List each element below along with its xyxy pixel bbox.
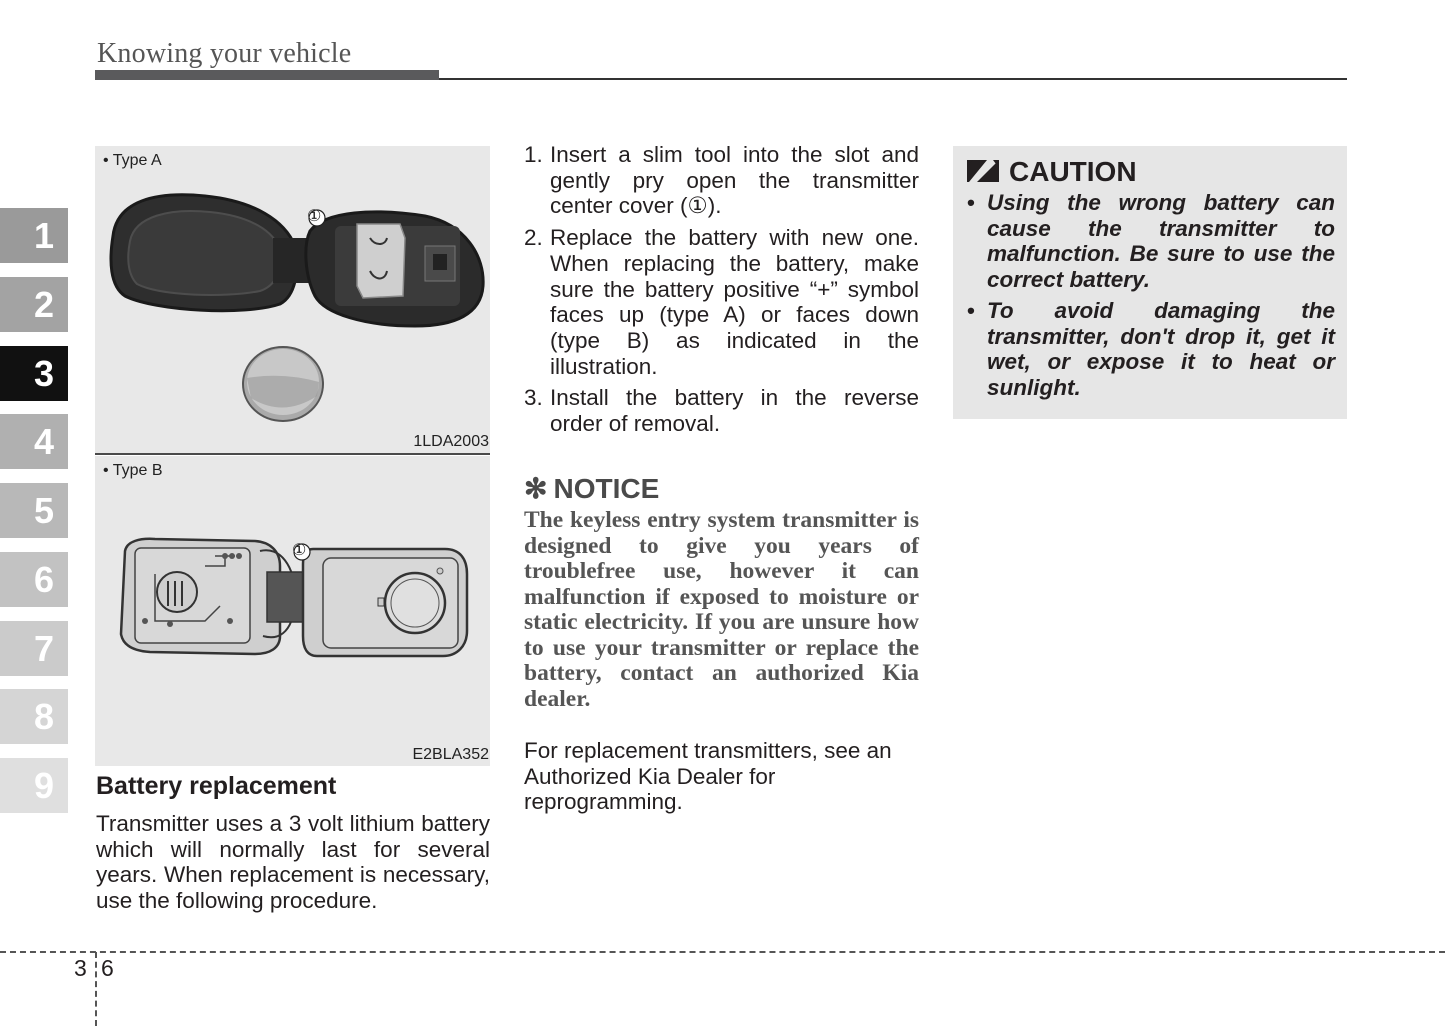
chapter-tab-4[interactable] <box>0 414 68 469</box>
transmitter-type-b-illustration <box>95 456 490 766</box>
footer-dashed-divider <box>95 952 97 1026</box>
chapter-tab-label: 3 <box>33 352 54 394</box>
header-rule <box>439 78 1347 80</box>
chapter-tab-label: 9 <box>33 764 54 806</box>
callout-marker: ① <box>292 542 307 559</box>
chapter-tab-9[interactable] <box>0 758 68 813</box>
figure-type-a <box>95 146 490 455</box>
chapter-tab-label: 8 <box>33 695 54 737</box>
page-header-title: Knowing your vehicle <box>97 38 352 69</box>
step-number: 1. <box>524 142 543 167</box>
chapter-tab-label: 6 <box>33 558 54 600</box>
chapter-tab-2[interactable] <box>0 277 68 332</box>
chapter-tab-label: 1 <box>33 214 54 256</box>
procedure-step <box>524 225 919 379</box>
procedure-step <box>524 385 919 436</box>
figure-code: 1LDA2003 <box>413 433 489 450</box>
callout-marker: ① <box>307 208 322 225</box>
caution-box <box>953 146 1347 419</box>
caution-item <box>967 190 1335 292</box>
page-chapter-number: 3 <box>74 955 87 981</box>
procedure-step <box>524 142 919 219</box>
asterisk-icon: ✻ <box>524 473 548 504</box>
replacement-paragraph: For replacement transmitters, see an Authorized Kia Dealer for reprogramming. <box>524 738 892 815</box>
bullet-icon: • <box>967 298 975 323</box>
figure-code: E2BLA352 <box>412 746 489 763</box>
chapter-tab-label: 4 <box>33 420 54 462</box>
figure-label: • Type A <box>103 152 162 169</box>
caution-title: CAUTION <box>1009 156 1137 187</box>
step-text: Replace the battery with new one. When replacing the battery, make sure the battery positive “+” symbol faces up (type A) or faces down (type B) as indicated in the illustration. <box>550 225 919 379</box>
section-heading: Battery replacement <box>96 772 337 800</box>
step-text: Install the battery in the reverse order of removal. <box>550 385 919 437</box>
chapter-tab-7[interactable] <box>0 621 68 676</box>
caution-text: Using the wrong battery can cause the transmitter to malfunction. Be sure to use the correct battery. <box>987 190 1335 292</box>
footer-dashed-rule <box>0 951 1445 953</box>
chapter-tab-label: 7 <box>33 627 54 669</box>
figure-type-b <box>95 456 490 766</box>
chapter-tab-8[interactable] <box>0 689 68 744</box>
step-number: 2. <box>524 225 543 251</box>
caution-list <box>967 190 1335 400</box>
caution-heading <box>967 154 1335 190</box>
step-number: 3. <box>524 385 543 411</box>
procedure-steps <box>524 142 919 443</box>
transmitter-type-a-illustration <box>95 146 490 455</box>
chapter-tab-6[interactable] <box>0 552 68 607</box>
chapter-tab-5[interactable] <box>0 483 68 538</box>
notice-heading <box>524 472 659 505</box>
step-text: Insert a slim tool into the slot and gently pry open the transmitter center cover (①). <box>550 142 919 219</box>
chapter-tab-label: 2 <box>33 283 54 325</box>
figure-label: • Type B <box>103 462 163 479</box>
chapter-tab-1[interactable] <box>0 208 68 263</box>
chapter-tab-label: 5 <box>33 489 54 531</box>
notice-title: NOTICE <box>553 472 660 504</box>
caution-text: To avoid damaging the transmitter, don't drop it, get it wet, or expose it to heat or sunlight. <box>987 298 1335 400</box>
chapter-tab-3-active[interactable] <box>0 346 68 401</box>
bullet-icon: • <box>967 190 975 215</box>
intro-paragraph: Transmitter uses a 3 volt lithium battery which will normally last for several years. When replacement is necessary, use the following procedure. <box>96 811 490 914</box>
notice-body: The keyless entry system transmitter is designed to give you years of troublefree use, however it can malfunction if exposed to moisture or static electricity. If you are unsure how to use your transmitter or replace the battery, contact an authorized Kia dealer. <box>524 507 919 712</box>
caution-item <box>967 298 1335 400</box>
caution-stripe-icon <box>967 160 999 184</box>
header-bar <box>95 70 439 80</box>
page-number: 6 <box>101 955 114 981</box>
